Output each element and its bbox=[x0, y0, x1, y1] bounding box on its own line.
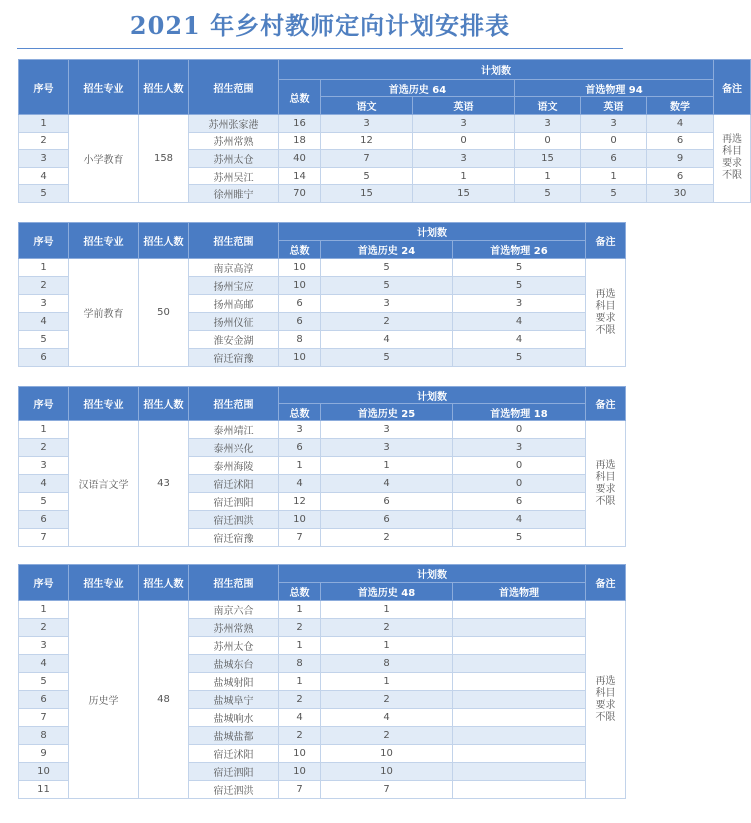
cell-value: 5 bbox=[453, 349, 586, 367]
cell-value: 6 bbox=[581, 150, 647, 168]
cell-value: 6 bbox=[647, 167, 714, 185]
cell-value: 5 bbox=[321, 277, 453, 295]
cell-seq: 8 bbox=[19, 727, 69, 745]
header-group-history: 首选历史 48 bbox=[321, 583, 453, 601]
cell-value: 5 bbox=[321, 349, 453, 367]
cell-seq: 1 bbox=[19, 601, 69, 619]
header-major: 招生专业 bbox=[69, 387, 139, 421]
cell-range: 盐城盐都 bbox=[189, 727, 279, 745]
cell-value: 2 bbox=[321, 313, 453, 331]
header-remark: 备注 bbox=[714, 60, 751, 115]
header-group-history: 首选历史 25 bbox=[321, 404, 453, 421]
cell-seq: 3 bbox=[19, 457, 69, 475]
header-total: 总数 bbox=[279, 583, 321, 601]
cell-total: 10 bbox=[279, 763, 321, 781]
cell-seq: 3 bbox=[19, 150, 69, 168]
remark-text: 再选科目要求不限 bbox=[595, 459, 616, 507]
cell-value bbox=[453, 655, 586, 673]
cell-value bbox=[453, 601, 586, 619]
cell-total: 6 bbox=[279, 313, 321, 331]
cell-range: 扬州高邮 bbox=[189, 295, 279, 313]
header-sub-english: 英语 bbox=[413, 97, 515, 115]
cell-value: 1 bbox=[321, 673, 453, 691]
cell-range: 徐州睢宁 bbox=[189, 185, 279, 203]
cell-value: 10 bbox=[321, 763, 453, 781]
cell-total: 10 bbox=[279, 349, 321, 367]
cell-value: 7 bbox=[321, 150, 413, 168]
cell-total: 2 bbox=[279, 691, 321, 709]
cell-seq: 4 bbox=[19, 313, 69, 331]
cell-seq: 7 bbox=[19, 709, 69, 727]
cell-seq: 2 bbox=[19, 619, 69, 637]
table-row bbox=[19, 601, 626, 619]
cell-seq: 2 bbox=[19, 439, 69, 457]
cell-range: 南京高淳 bbox=[189, 259, 279, 277]
cell-seq: 5 bbox=[19, 493, 69, 511]
cell-value: 6 bbox=[453, 493, 586, 511]
cell-value: 0 bbox=[413, 132, 515, 150]
header-sub-chinese: 语文 bbox=[515, 97, 581, 115]
header-group-physics: 首选物理 bbox=[453, 583, 586, 601]
cell-remark bbox=[586, 259, 626, 367]
cell-value: 5 bbox=[453, 259, 586, 277]
cell-seq: 1 bbox=[19, 115, 69, 133]
cell-range: 泰州靖江 bbox=[189, 421, 279, 439]
cell-seq: 5 bbox=[19, 331, 69, 349]
cell-value bbox=[453, 619, 586, 637]
cell-range: 扬州宝应 bbox=[189, 277, 279, 295]
table-row bbox=[19, 259, 626, 277]
cell-seq: 9 bbox=[19, 745, 69, 763]
cell-value: 15 bbox=[515, 150, 581, 168]
cell-value: 3 bbox=[453, 439, 586, 457]
cell-range: 泰州兴化 bbox=[189, 439, 279, 457]
cell-value: 0 bbox=[515, 132, 581, 150]
header-count: 招生人数 bbox=[139, 60, 189, 115]
cell-value: 0 bbox=[453, 457, 586, 475]
cell-seq: 1 bbox=[19, 421, 69, 439]
remark-text: 再选科目要求不限 bbox=[595, 288, 616, 336]
cell-seq: 4 bbox=[19, 475, 69, 493]
cell-seq: 4 bbox=[19, 167, 69, 185]
cell-range: 宿迁泗阳 bbox=[189, 763, 279, 781]
remark-text: 再选科目要求不限 bbox=[722, 134, 743, 182]
cell-total: 40 bbox=[279, 150, 321, 168]
cell-value: 5 bbox=[515, 185, 581, 203]
cell-value: 10 bbox=[321, 745, 453, 763]
plan-table-preschool-education bbox=[18, 222, 626, 367]
header-count: 招生人数 bbox=[139, 387, 189, 421]
cell-value: 6 bbox=[647, 132, 714, 150]
cell-total: 14 bbox=[279, 167, 321, 185]
cell-range: 南京六合 bbox=[189, 601, 279, 619]
header-group-history: 首选历史 24 bbox=[321, 241, 453, 259]
cell-value: 8 bbox=[321, 655, 453, 673]
header-total: 总数 bbox=[279, 80, 321, 115]
cell-total: 8 bbox=[279, 655, 321, 673]
cell-range: 宿迁宿豫 bbox=[189, 349, 279, 367]
cell-value: 1 bbox=[321, 637, 453, 655]
cell-seq: 1 bbox=[19, 259, 69, 277]
header-seq: 序号 bbox=[19, 565, 69, 601]
cell-major: 汉语言文学 bbox=[69, 421, 139, 547]
cell-value bbox=[453, 727, 586, 745]
cell-range: 宿迁沭阳 bbox=[189, 745, 279, 763]
cell-count: 50 bbox=[139, 259, 189, 367]
cell-range: 盐城阜宁 bbox=[189, 691, 279, 709]
cell-value: 4 bbox=[453, 511, 586, 529]
cell-total: 2 bbox=[279, 727, 321, 745]
cell-seq: 4 bbox=[19, 655, 69, 673]
title-divider bbox=[17, 48, 623, 49]
cell-total: 4 bbox=[279, 709, 321, 727]
header-remark: 备注 bbox=[586, 387, 626, 421]
cell-value: 6 bbox=[321, 511, 453, 529]
cell-value: 15 bbox=[321, 185, 413, 203]
cell-value: 15 bbox=[413, 185, 515, 203]
cell-seq: 7 bbox=[19, 529, 69, 547]
header-total: 总数 bbox=[279, 404, 321, 421]
header-seq: 序号 bbox=[19, 387, 69, 421]
cell-seq: 6 bbox=[19, 349, 69, 367]
cell-count: 158 bbox=[139, 115, 189, 203]
cell-value: 4 bbox=[647, 115, 714, 133]
cell-total: 3 bbox=[279, 421, 321, 439]
cell-value: 4 bbox=[453, 331, 586, 349]
cell-total: 7 bbox=[279, 781, 321, 799]
cell-value: 0 bbox=[453, 421, 586, 439]
cell-value bbox=[453, 763, 586, 781]
plan-table-primary-education bbox=[18, 59, 751, 203]
cell-range: 宿迁泗阳 bbox=[189, 493, 279, 511]
header-sub-math: 数学 bbox=[647, 97, 714, 115]
cell-value: 3 bbox=[321, 421, 453, 439]
cell-value bbox=[453, 691, 586, 709]
cell-value: 2 bbox=[321, 529, 453, 547]
cell-value: 3 bbox=[515, 115, 581, 133]
cell-total: 12 bbox=[279, 493, 321, 511]
cell-remark bbox=[586, 601, 626, 799]
header-range: 招生范围 bbox=[189, 60, 279, 115]
header-plan: 计划数 bbox=[279, 387, 586, 404]
cell-total: 4 bbox=[279, 475, 321, 493]
cell-total: 10 bbox=[279, 511, 321, 529]
cell-total: 2 bbox=[279, 619, 321, 637]
cell-value: 30 bbox=[647, 185, 714, 203]
cell-seq: 10 bbox=[19, 763, 69, 781]
cell-value: 5 bbox=[453, 277, 586, 295]
cell-count: 43 bbox=[139, 421, 189, 547]
cell-range: 宿迁泗洪 bbox=[189, 781, 279, 799]
cell-seq: 5 bbox=[19, 185, 69, 203]
cell-total: 1 bbox=[279, 457, 321, 475]
cell-value bbox=[453, 637, 586, 655]
cell-value bbox=[453, 673, 586, 691]
cell-range: 盐城响水 bbox=[189, 709, 279, 727]
cell-value: 5 bbox=[581, 185, 647, 203]
cell-value: 2 bbox=[321, 727, 453, 745]
cell-range: 扬州仪征 bbox=[189, 313, 279, 331]
cell-value: 9 bbox=[647, 150, 714, 168]
remark-text: 再选科目要求不限 bbox=[595, 675, 616, 723]
header-seq: 序号 bbox=[19, 223, 69, 259]
cell-total: 1 bbox=[279, 637, 321, 655]
header-total: 总数 bbox=[279, 241, 321, 259]
cell-major: 历史学 bbox=[69, 601, 139, 799]
header-major: 招生专业 bbox=[69, 60, 139, 115]
cell-total: 6 bbox=[279, 295, 321, 313]
header-sub-chinese: 语文 bbox=[321, 97, 413, 115]
cell-value: 4 bbox=[321, 331, 453, 349]
header-seq: 序号 bbox=[19, 60, 69, 115]
cell-seq: 5 bbox=[19, 673, 69, 691]
cell-value: 1 bbox=[321, 601, 453, 619]
cell-value: 4 bbox=[321, 709, 453, 727]
cell-value: 5 bbox=[321, 259, 453, 277]
header-group-physics: 首选物理 94 bbox=[515, 80, 714, 97]
cell-seq: 6 bbox=[19, 511, 69, 529]
cell-range: 苏州太仓 bbox=[189, 150, 279, 168]
header-group-physics: 首选物理 26 bbox=[453, 241, 586, 259]
cell-value: 7 bbox=[321, 781, 453, 799]
table-row bbox=[19, 421, 626, 439]
cell-seq: 2 bbox=[19, 132, 69, 150]
cell-total: 1 bbox=[279, 673, 321, 691]
cell-value: 2 bbox=[321, 619, 453, 637]
cell-value: 4 bbox=[321, 475, 453, 493]
cell-value: 0 bbox=[453, 475, 586, 493]
cell-range: 淮安金湖 bbox=[189, 331, 279, 349]
header-count: 招生人数 bbox=[139, 565, 189, 601]
cell-total: 70 bbox=[279, 185, 321, 203]
header-plan: 计划数 bbox=[279, 223, 586, 241]
cell-total: 18 bbox=[279, 132, 321, 150]
cell-value: 12 bbox=[321, 132, 413, 150]
header-range: 招生范围 bbox=[189, 223, 279, 259]
plan-table-history bbox=[18, 564, 626, 799]
cell-range: 苏州太仓 bbox=[189, 637, 279, 655]
cell-total: 8 bbox=[279, 331, 321, 349]
cell-value: 3 bbox=[321, 115, 413, 133]
cell-total: 16 bbox=[279, 115, 321, 133]
cell-value: 5 bbox=[453, 529, 586, 547]
cell-total: 10 bbox=[279, 745, 321, 763]
cell-value: 3 bbox=[321, 295, 453, 313]
cell-value: 3 bbox=[413, 150, 515, 168]
cell-value: 3 bbox=[581, 115, 647, 133]
cell-seq: 11 bbox=[19, 781, 69, 799]
cell-value: 1 bbox=[413, 167, 515, 185]
cell-total: 6 bbox=[279, 439, 321, 457]
header-sub-english: 英语 bbox=[581, 97, 647, 115]
header-remark: 备注 bbox=[586, 565, 626, 601]
header-range: 招生范围 bbox=[189, 387, 279, 421]
cell-seq: 6 bbox=[19, 691, 69, 709]
cell-value bbox=[453, 781, 586, 799]
cell-count: 48 bbox=[139, 601, 189, 799]
cell-value: 3 bbox=[321, 439, 453, 457]
cell-value: 1 bbox=[581, 167, 647, 185]
cell-range: 苏州常熟 bbox=[189, 132, 279, 150]
cell-major: 学前教育 bbox=[69, 259, 139, 367]
header-major: 招生专业 bbox=[69, 565, 139, 601]
cell-range: 苏州常熟 bbox=[189, 619, 279, 637]
cell-range: 盐城射阳 bbox=[189, 673, 279, 691]
cell-total: 10 bbox=[279, 259, 321, 277]
cell-major: 小学教育 bbox=[69, 115, 139, 203]
cell-range: 苏州张家港 bbox=[189, 115, 279, 133]
cell-value: 1 bbox=[515, 167, 581, 185]
cell-value bbox=[453, 709, 586, 727]
header-plan: 计划数 bbox=[279, 60, 714, 80]
table-row bbox=[19, 115, 751, 133]
cell-total: 7 bbox=[279, 529, 321, 547]
cell-remark bbox=[586, 421, 626, 547]
cell-value: 4 bbox=[453, 313, 586, 331]
header-count: 招生人数 bbox=[139, 223, 189, 259]
cell-value: 0 bbox=[581, 132, 647, 150]
cell-value: 1 bbox=[321, 457, 453, 475]
cell-value: 2 bbox=[321, 691, 453, 709]
header-remark: 备注 bbox=[586, 223, 626, 259]
cell-range: 泰州海陵 bbox=[189, 457, 279, 475]
cell-range: 盐城东台 bbox=[189, 655, 279, 673]
cell-value bbox=[453, 745, 586, 763]
cell-total: 10 bbox=[279, 277, 321, 295]
plan-table-chinese-literature bbox=[18, 386, 626, 547]
page-title: 2021 年乡村教师定向计划安排表 bbox=[129, 11, 511, 40]
cell-seq: 3 bbox=[19, 637, 69, 655]
header-group-history: 首选历史 64 bbox=[321, 80, 515, 97]
cell-seq: 2 bbox=[19, 277, 69, 295]
cell-range: 苏州吴江 bbox=[189, 167, 279, 185]
header-group-physics: 首选物理 18 bbox=[453, 404, 586, 421]
cell-range: 宿迁宿豫 bbox=[189, 529, 279, 547]
header-major: 招生专业 bbox=[69, 223, 139, 259]
cell-value: 6 bbox=[321, 493, 453, 511]
header-plan: 计划数 bbox=[279, 565, 586, 583]
header-range: 招生范围 bbox=[189, 565, 279, 601]
cell-total: 1 bbox=[279, 601, 321, 619]
cell-seq: 3 bbox=[19, 295, 69, 313]
cell-value: 5 bbox=[321, 167, 413, 185]
cell-value: 3 bbox=[453, 295, 586, 313]
cell-value: 3 bbox=[413, 115, 515, 133]
cell-range: 宿迁沭阳 bbox=[189, 475, 279, 493]
cell-range: 宿迁泗洪 bbox=[189, 511, 279, 529]
cell-remark bbox=[714, 115, 751, 203]
